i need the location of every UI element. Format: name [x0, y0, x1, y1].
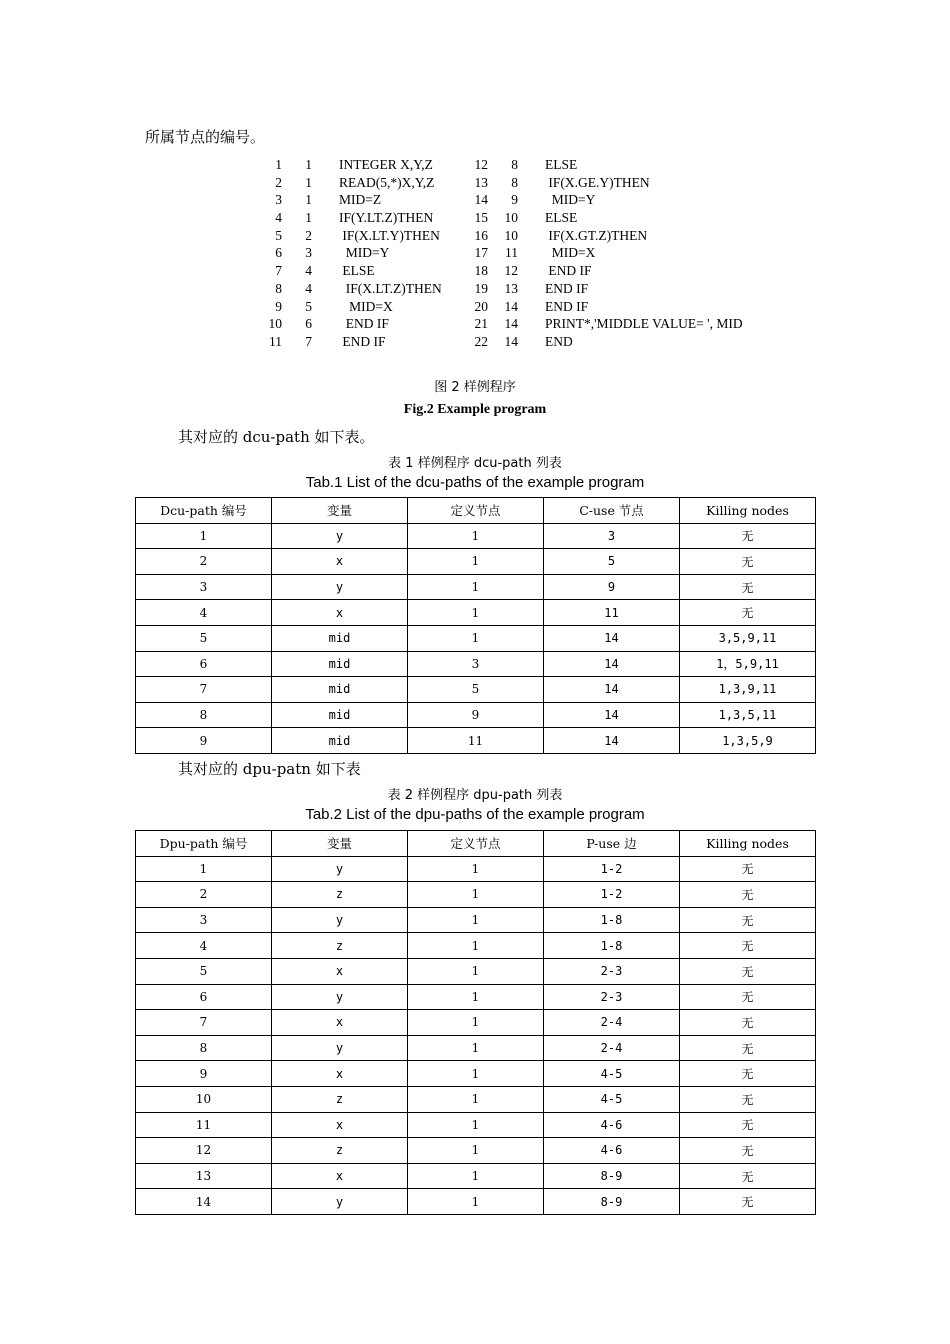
- table-cell: 8-9: [544, 1163, 680, 1189]
- table-cell: 2-4: [544, 1010, 680, 1036]
- table2-caption-en: Tab.2 List of the dpu-paths of the example program: [305, 806, 645, 823]
- column-header: P-use 边: [544, 831, 680, 857]
- code-text: ELSE: [545, 210, 578, 226]
- table-cell: 10: [136, 1086, 272, 1112]
- table-cell: mid: [272, 702, 408, 728]
- table-cell: 5: [408, 677, 544, 703]
- table-cell: 4-5: [544, 1086, 680, 1112]
- node-number: 8: [511, 157, 518, 172]
- node-number: 1: [305, 192, 312, 208]
- line-number: 13: [474, 174, 488, 190]
- figure-caption-cn: 图 2 样例程序: [434, 380, 516, 395]
- table-cell: 1: [408, 1189, 544, 1215]
- table-cell: 1-8: [544, 933, 680, 959]
- table-cell: 3: [136, 907, 272, 933]
- table-cell: 无: [680, 1061, 816, 1087]
- code-row: [262, 333, 755, 351]
- table-cell: 13: [136, 1163, 272, 1189]
- line-number: 22: [474, 333, 488, 349]
- table-cell: 2-3: [544, 958, 680, 984]
- table-cell: 14: [136, 1189, 272, 1215]
- paragraph-dcu: 其对应的 dcu-path 如下表。: [178, 428, 375, 446]
- table-cell: z: [272, 1138, 408, 1164]
- node-number: 3: [305, 245, 312, 261]
- table-cell: 5: [136, 958, 272, 984]
- table-cell: 2-4: [544, 1035, 680, 1061]
- table-cell: 无: [680, 907, 816, 933]
- table-cell: 8: [136, 702, 272, 728]
- table-cell: mid: [272, 625, 408, 651]
- table-cell: 1: [408, 1061, 544, 1087]
- line-number: 1: [275, 157, 282, 172]
- code-row: [262, 174, 755, 192]
- intro-text: 所属节点的编号。: [145, 128, 266, 146]
- table-row: [136, 625, 816, 651]
- table-cell: 1: [408, 907, 544, 933]
- table-cell: 11: [408, 728, 544, 754]
- code-row: [262, 244, 755, 262]
- table-cell: 无: [680, 600, 816, 626]
- node-number: 10: [504, 227, 518, 243]
- node-number: 1: [305, 210, 312, 226]
- table-row: [136, 600, 816, 626]
- table-cell: mid: [272, 651, 408, 677]
- table-cell: 9: [136, 728, 272, 754]
- table-row: [136, 651, 816, 677]
- line-number: 19: [474, 280, 488, 296]
- table-cell: y: [272, 984, 408, 1010]
- line-number: 3: [275, 192, 282, 208]
- table-row: [136, 1189, 816, 1215]
- code-text: MID=X: [339, 298, 393, 314]
- table-cell: 无: [680, 882, 816, 908]
- code-text: ELSE: [339, 263, 375, 279]
- table-cell: 1: [136, 856, 272, 882]
- table-cell: 无: [680, 958, 816, 984]
- column-header: 变量: [272, 831, 408, 857]
- table-cell: x: [272, 1010, 408, 1036]
- code-text: READ(5,*)X,Y,Z: [339, 174, 435, 190]
- table-cell: 无: [680, 933, 816, 959]
- code-listing: [262, 156, 755, 351]
- line-number: 14: [474, 192, 488, 208]
- table-cell: 9: [136, 1061, 272, 1087]
- table-cell: 5: [544, 549, 680, 575]
- table-cell: 2: [136, 882, 272, 908]
- node-number: 8: [511, 174, 518, 190]
- dcu-path-table: [135, 497, 816, 754]
- table-cell: y: [272, 1189, 408, 1215]
- table-cell: 1-2: [544, 882, 680, 908]
- table-cell: 8-9: [544, 1189, 680, 1215]
- table-row: [136, 574, 816, 600]
- line-number: 5: [275, 227, 282, 243]
- table-cell: 9: [408, 702, 544, 728]
- table-row: [136, 1086, 816, 1112]
- node-number: 6: [305, 316, 312, 332]
- table-row: [136, 728, 816, 754]
- table-cell: 7: [136, 1010, 272, 1036]
- column-header: Killing nodes: [680, 498, 816, 524]
- table-row: [136, 1112, 816, 1138]
- line-number: 16: [474, 227, 488, 243]
- table-cell: 1: [408, 1035, 544, 1061]
- table-cell: 1,3,5,11: [680, 702, 816, 728]
- table-cell: 2-3: [544, 984, 680, 1010]
- line-number: 12: [474, 157, 488, 172]
- table-cell: 14: [544, 625, 680, 651]
- dpu-path-table: [135, 830, 816, 1215]
- table-cell: 1: [408, 574, 544, 600]
- table-cell: y: [272, 1035, 408, 1061]
- column-header: 变量: [272, 498, 408, 524]
- line-number: 8: [275, 280, 282, 296]
- table-cell: x: [272, 600, 408, 626]
- table-cell: 1: [408, 1138, 544, 1164]
- code-row: [262, 315, 755, 333]
- code-text: IF(X.GE.Y)THEN: [545, 174, 650, 190]
- table-header-row: [136, 831, 816, 857]
- node-number: 7: [305, 333, 312, 349]
- table-row: [136, 1061, 816, 1087]
- code-text: MID=Z: [339, 192, 382, 208]
- table-cell: 14: [544, 728, 680, 754]
- table-row: [136, 1035, 816, 1061]
- table-row: [136, 1138, 816, 1164]
- table-cell: 5: [136, 625, 272, 651]
- code-text: INTEGER X,Y,Z: [339, 157, 433, 172]
- table-cell: x: [272, 958, 408, 984]
- table-cell: 1: [408, 1010, 544, 1036]
- table-row: [136, 677, 816, 703]
- table-cell: 1: [136, 523, 272, 549]
- line-number: 7: [275, 263, 282, 279]
- line-number: 11: [269, 333, 282, 349]
- table-row: [136, 1010, 816, 1036]
- table-cell: 14: [544, 677, 680, 703]
- column-header: C-use 节点: [544, 498, 680, 524]
- table-cell: 8: [136, 1035, 272, 1061]
- column-header: 定义节点: [408, 498, 544, 524]
- table-row: [136, 856, 816, 882]
- table-row: [136, 933, 816, 959]
- code-text: IF(Y.LT.Z)THEN: [339, 210, 434, 226]
- table-cell: 1: [408, 549, 544, 575]
- table-cell: 无: [680, 984, 816, 1010]
- code-text: PRINT*,'MIDDLE VALUE= ', MID: [545, 316, 743, 332]
- table-cell: z: [272, 933, 408, 959]
- table-row: [136, 702, 816, 728]
- code-text: END: [545, 333, 573, 349]
- column-header: 定义节点: [408, 831, 544, 857]
- table-cell: 无: [680, 856, 816, 882]
- table-cell: 4: [136, 933, 272, 959]
- node-number: 14: [504, 298, 518, 314]
- node-number: 4: [305, 280, 312, 296]
- table-cell: 1: [408, 1163, 544, 1189]
- table-cell: 4: [136, 600, 272, 626]
- table-cell: 1: [408, 933, 544, 959]
- table-row: [136, 958, 816, 984]
- table-cell: 1: [408, 600, 544, 626]
- code-text: END IF: [545, 263, 592, 279]
- table-row: [136, 549, 816, 575]
- table-row: [136, 907, 816, 933]
- table-cell: 2: [136, 549, 272, 575]
- line-number: 9: [275, 298, 282, 314]
- code-text: MID=Y: [545, 192, 596, 208]
- node-number: 14: [504, 316, 518, 332]
- table-cell: z: [272, 882, 408, 908]
- table-cell: 1: [408, 625, 544, 651]
- table-cell: 1: [408, 1112, 544, 1138]
- node-number: 5: [305, 298, 312, 314]
- table-cell: 无: [680, 1138, 816, 1164]
- line-number: 20: [474, 298, 488, 314]
- code-row: [262, 191, 755, 209]
- table-cell: 无: [680, 1035, 816, 1061]
- code-row: [262, 227, 755, 245]
- code-row: [262, 156, 755, 174]
- node-number: 2: [305, 227, 312, 243]
- table-cell: 1: [408, 984, 544, 1010]
- table-cell: 1: [408, 958, 544, 984]
- line-number: 17: [474, 245, 488, 261]
- table-cell: x: [272, 1163, 408, 1189]
- table-cell: 1-2: [544, 856, 680, 882]
- node-number: 14: [504, 333, 518, 349]
- table-cell: y: [272, 523, 408, 549]
- table-cell: 12: [136, 1138, 272, 1164]
- node-number: 1: [305, 174, 312, 190]
- code-row: [262, 209, 755, 227]
- table-cell: 1,3,9,11: [680, 677, 816, 703]
- table-cell: 1，5,9,11: [680, 651, 816, 677]
- table1-caption-cn: 表 1 样例程序 dcu-path 列表: [388, 456, 562, 471]
- line-number: 10: [268, 316, 282, 332]
- code-text: IF(X.LT.Z)THEN: [339, 280, 442, 296]
- table-cell: y: [272, 856, 408, 882]
- node-number: 13: [504, 280, 518, 296]
- code-row: [262, 280, 755, 298]
- table-cell: 6: [136, 651, 272, 677]
- table-cell: 3: [544, 523, 680, 549]
- table-cell: mid: [272, 728, 408, 754]
- line-number: 15: [474, 210, 488, 226]
- table-cell: 1: [408, 882, 544, 908]
- table-cell: x: [272, 1061, 408, 1087]
- table-cell: 4-5: [544, 1061, 680, 1087]
- table-cell: 3: [408, 651, 544, 677]
- code-text: IF(X.LT.Y)THEN: [339, 227, 440, 243]
- node-number: 11: [505, 245, 518, 261]
- node-number: 9: [511, 192, 518, 208]
- code-text: END IF: [339, 333, 386, 349]
- table-cell: x: [272, 1112, 408, 1138]
- table-cell: 4-6: [544, 1138, 680, 1164]
- table-cell: 4-6: [544, 1112, 680, 1138]
- code-text: END IF: [545, 298, 589, 314]
- line-number: 6: [275, 245, 282, 261]
- column-header: Dcu-path 编号: [136, 498, 272, 524]
- line-number: 18: [474, 263, 488, 279]
- table-cell: 1,3,5,9: [680, 728, 816, 754]
- table-cell: 无: [680, 1010, 816, 1036]
- table-cell: 1: [408, 1086, 544, 1112]
- column-header: Dpu-path 编号: [136, 831, 272, 857]
- table-cell: 无: [680, 1163, 816, 1189]
- line-number: 4: [275, 210, 282, 226]
- table-cell: 1: [408, 523, 544, 549]
- table-row: [136, 882, 816, 908]
- table-cell: 14: [544, 702, 680, 728]
- figure-caption-en: Fig.2 Example program: [403, 402, 547, 417]
- table-cell: 9: [544, 574, 680, 600]
- table-row: [136, 1163, 816, 1189]
- table-cell: 6: [136, 984, 272, 1010]
- node-number: 4: [305, 263, 312, 279]
- table-cell: 14: [544, 651, 680, 677]
- paragraph-dpu: 其对应的 dpu-patn 如下表: [178, 760, 361, 778]
- code-text: MID=X: [545, 245, 596, 261]
- table-row: [136, 984, 816, 1010]
- code-text: END IF: [545, 280, 589, 296]
- table-cell: 3,5,9,11: [680, 625, 816, 651]
- table-cell: 1-8: [544, 907, 680, 933]
- table-cell: 无: [680, 574, 816, 600]
- code-text: IF(X.GT.Z)THEN: [545, 227, 648, 243]
- table-cell: mid: [272, 677, 408, 703]
- column-header: Killing nodes: [680, 831, 816, 857]
- table1-caption-en: Tab.1 List of the dcu-paths of the example program: [305, 474, 645, 491]
- table-cell: 11: [136, 1112, 272, 1138]
- table2-caption-cn: 表 2 样例程序 dpu-path 列表: [387, 788, 563, 803]
- line-number: 21: [474, 316, 488, 332]
- table-cell: 1: [408, 856, 544, 882]
- table-cell: 11: [544, 600, 680, 626]
- node-number: 1: [305, 157, 312, 172]
- table-cell: x: [272, 549, 408, 575]
- table-cell: 无: [680, 1086, 816, 1112]
- node-number: 12: [504, 263, 518, 279]
- table-header-row: [136, 498, 816, 524]
- line-number: 2: [275, 174, 282, 190]
- table-cell: y: [272, 574, 408, 600]
- table-cell: y: [272, 907, 408, 933]
- code-text: ELSE: [545, 157, 578, 172]
- table-cell: 7: [136, 677, 272, 703]
- table-row: [136, 523, 816, 549]
- table-cell: 无: [680, 523, 816, 549]
- code-row: [262, 298, 755, 316]
- code-text: END IF: [339, 316, 389, 332]
- table-cell: 无: [680, 549, 816, 575]
- table-cell: z: [272, 1086, 408, 1112]
- code-text: MID=Y: [339, 245, 390, 261]
- table-cell: 无: [680, 1112, 816, 1138]
- table-cell: 无: [680, 1189, 816, 1215]
- node-number: 10: [504, 210, 518, 226]
- table-cell: 3: [136, 574, 272, 600]
- code-row: [262, 262, 755, 280]
